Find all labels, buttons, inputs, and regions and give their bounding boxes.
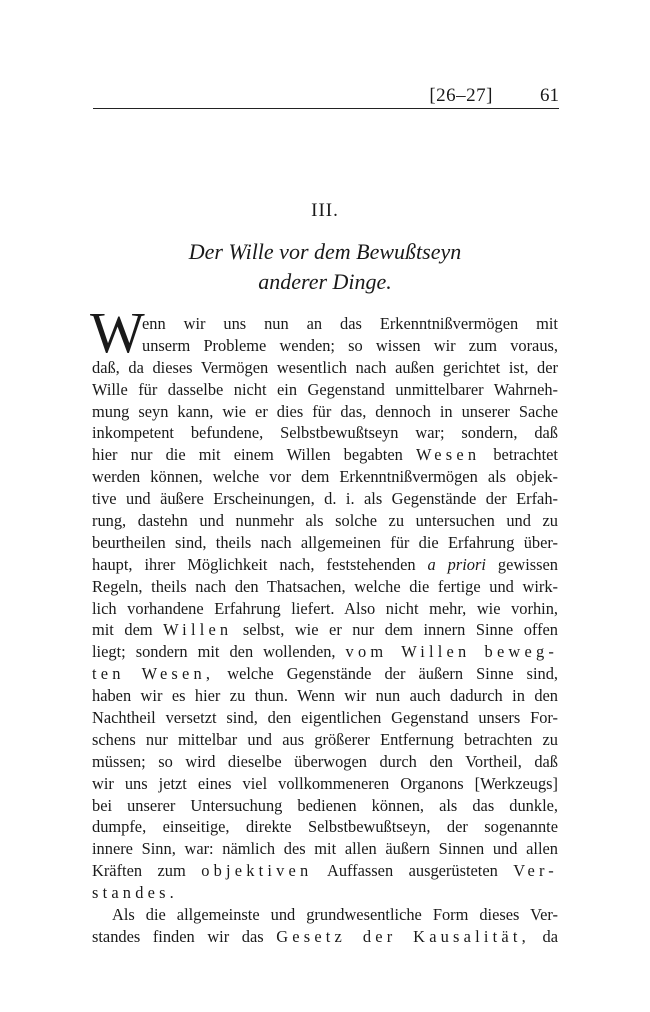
- text-line: tive und äußere Erscheinungen, d. i. als Gegenstände der Erfah-: [92, 489, 558, 509]
- text-line: [92, 860, 558, 882]
- italic-phrase: a priori: [427, 554, 486, 574]
- text-line: daß, da dieses Vermögen wesentlich nach außen gerichtet ist, der: [92, 357, 558, 377]
- text-line: beurtheilen sind, theils nach allgemeinen für die Erfahrung über-: [92, 532, 558, 552]
- chapter-title-line-2: anderer Dinge.: [258, 269, 392, 294]
- text-line: unserm Probleme wenden; so wissen wir zum voraus,: [142, 335, 558, 355]
- text-line: müssen; so wird dieselbe überwogen durch den Vortheil, daß: [92, 751, 558, 771]
- text-line: [92, 619, 558, 641]
- running-head: [93, 84, 559, 109]
- text-run: welche Gegenstände der äußern Sinne sind,: [227, 664, 558, 684]
- text-run: betrachtet: [493, 445, 558, 465]
- text-line: Nachtheil versetzt sind, den eigentlichen Gegenstand unsers For-: [92, 708, 558, 728]
- text-line: [92, 641, 558, 663]
- text-line: lich vorhandene Erfahrung liefert. Also nicht mehr, wie vorhin,: [92, 598, 558, 618]
- text-run: gewissen: [497, 554, 558, 574]
- text-line: bei unserer Untersuchung bedienen können, als das dunkle,: [92, 795, 558, 815]
- text-run: da: [542, 926, 558, 946]
- spaced-word: Wesen: [415, 445, 481, 465]
- chapter-title: [0, 237, 650, 297]
- spaced-word: objektiven: [201, 861, 313, 881]
- text-run: Auffassen ausgerüsteten: [326, 861, 498, 881]
- text-run: selbst, wie er nur dem innern Sinne offen: [242, 620, 559, 640]
- chapter-title-line-1: Der Wille vor dem Bewußtseyn: [188, 239, 462, 264]
- drop-cap: W: [90, 300, 145, 365]
- spaced-phrase: vom Willen beweg-: [345, 642, 558, 662]
- text-run: hier nur die mit einem Willen begabten: [92, 445, 403, 465]
- text-line: [92, 554, 558, 576]
- spaced-word: Ver-: [513, 861, 558, 881]
- text-run: Kräften zum: [92, 861, 186, 881]
- text-run: haupt, ihrer Möglichkeit nach, feststehenden: [92, 554, 416, 574]
- text-line: [92, 926, 558, 948]
- page-number: 61: [540, 85, 559, 106]
- text-line: haben wir es hier zu thun. Wenn wir nun auch dadurch in den: [92, 686, 558, 706]
- spaced-phrase: Gesetz der Kausalität,: [276, 926, 530, 946]
- text-line: enn wir uns nun an das Erkenntnißvermögen mit: [142, 314, 558, 333]
- text-line: dumpfe, einseitige, direkte Selbstbewußtseyn, der sogenannte: [92, 817, 558, 837]
- text-line: inkompetent befundene, Selbstbewußtseyn war; sondern, daß: [92, 423, 558, 443]
- text-run: standes finden wir das: [92, 926, 264, 946]
- text-line: rung, dastehn und nunmehr als solche zu untersuchen und zu: [92, 511, 558, 531]
- text-line: schens nur mittelbar und aus größerer Entfernung betrachten zu: [92, 729, 558, 749]
- body-text: [90, 300, 559, 948]
- text-line: Regeln, theils nach den Thatsachen, welche die fertige und wirk-: [92, 576, 558, 596]
- text-line: innere Sinn, war: nämlich des mit allen äußern Sinnen und allen: [92, 839, 558, 859]
- text-line: Als die allgemeinste und grundwesentliche Form dieses Ver-: [112, 905, 558, 925]
- text-line: werden können, welche vor dem Erkenntnißvermögen als objek-: [92, 467, 558, 487]
- text-run: mit dem: [92, 620, 153, 640]
- text-run: liegt; sondern mit den wollenden,: [92, 642, 336, 662]
- page-range: [26–27]: [429, 85, 493, 106]
- text-line: wir uns jetzt eines viel vollkommeneren Organons [Werkzeugs]: [92, 773, 558, 793]
- text-line: standes.: [92, 883, 178, 903]
- chapter-number: III.: [311, 200, 339, 221]
- text-line: Wille für dasselbe nicht ein Gegenstand unmittelbarer Wahrneh-: [92, 379, 558, 399]
- text-line: [92, 663, 558, 685]
- text-line: mung seyn kann, wie er dies für das, dennoch in unserer Sache: [92, 401, 558, 421]
- spaced-word: Willen: [163, 620, 233, 640]
- text-line: [92, 444, 558, 466]
- spaced-phrase: ten Wesen,: [92, 664, 215, 684]
